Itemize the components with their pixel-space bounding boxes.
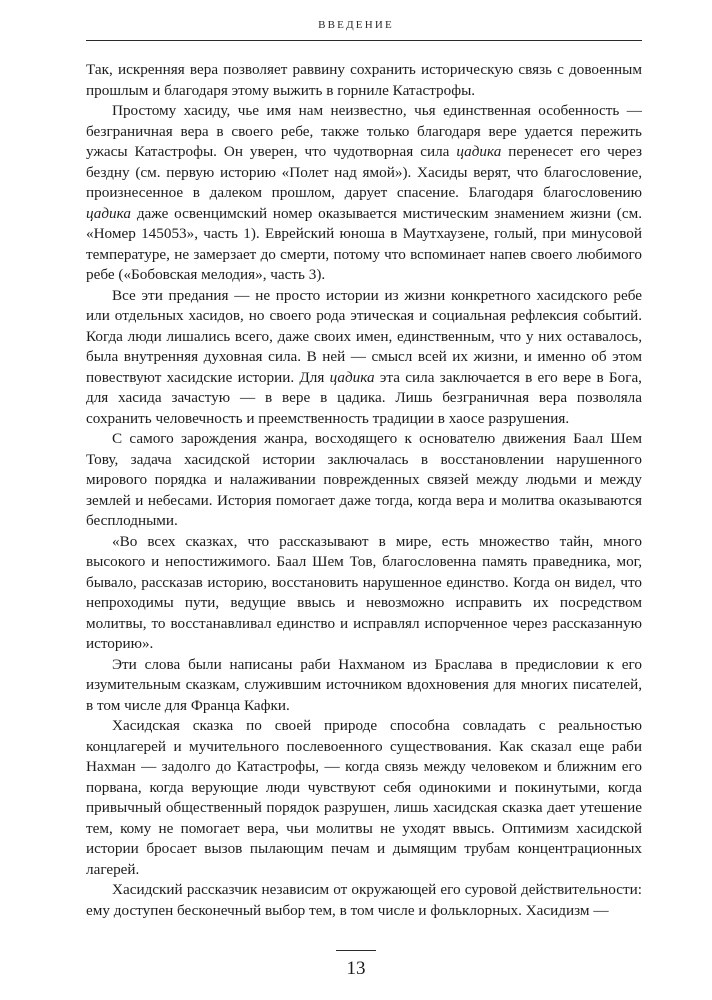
- paragraph-2-italic-term-2: цадика: [86, 204, 131, 222]
- paragraph-2-part-5: даже освенцимский номер оказывается мистическим знамением жизни (см. «Номер 145053», часть 1). Еврейский юноша в Маутхаузене, голый, при минусовой температуре, не замерзает до смерти, потому что вспоминает напев своего любимого ребе («Бобовская мелодия», часть 3).: [86, 204, 642, 283]
- paragraph-2-part-1: Простому хасиду, чье имя нам неизвестно, чья единственная особенность — безграничная вера в своего ребе, также только благодаря вере удается пережить ужасы Катастрофы. Он уверен, что чудотворная сила: [86, 102, 642, 160]
- paragraph-3: [86, 286, 642, 430]
- paragraph-1: Так, искренняя вера позволяет раввину сохранить историческую связь с довоенным прошлым и благодаря этому выжить в горниле Катастрофы.: [86, 61, 642, 99]
- footer-rule: [336, 950, 376, 951]
- paragraph-7: Хасидская сказка по своей природе способна совладать с реальностью концлагерей и мучительного послевоенного существования. Как сказал еще раби Нахман — задолго до Катастрофы, — когда связь между человеком и ближним его порвана, когда верующие люди чувствуют себя одинокими и покинутыми, когда привычный общественный порядок разрушен, лишь хасидская сказка дает утешение тем, кому не помогает вера, чьи молитвы не уходят ввысь. Оптимизм хасидской истории бросает вызов пылающим печам и дымящим трубам концентрационных лагерей.: [86, 717, 642, 878]
- paragraph-4: С самого зарождения жанра, восходящего к основателю движения Баал Шем Тову, задача хасидской истории заключалась в восстановлении нарушенного мирового порядка и налаживании поврежденных связей между людьми и между землей и небесами. История помогает даже тогда, когда вера и молитва оказываются бесплодными.: [86, 430, 642, 529]
- paragraph-3-part-1: Все эти предания — не просто истории из жизни конкретного хасидского ребе или отдельных хасидов, но своего рода этическая и социальная рефлексия событий. Когда люди лишались всего, даже своих имен, единственным, что у них оставалось, была внутренняя духовная сила. В ней — смысл всей их жизни, и именно об этом повествуют хасидские истории. Для: [86, 286, 642, 386]
- running-header: ВВЕДЕНИЕ: [318, 19, 394, 31]
- paragraph-5-quote: «Во всех сказках, что рассказывают в мире, есть множество тайн, много высокого и непостижимого. Баал Шем Тов, благословенна память праведника, мог, бывало, рассказав историю, восстановить нарушенное единство. Когда он видел, что непроходимы пути, ведущие ввысь и невозможно исправить их посредством молитвы, то восстанавливал единство и исправлял испорченное через рассказанную историю».: [86, 532, 642, 652]
- paragraph-2-italic-term-1: цадика: [456, 143, 502, 160]
- paragraph-3-italic-term: цадика: [329, 368, 375, 386]
- paragraph-6: Эти слова были написаны раби Нахманом из Браслава в предисловии к его изумительным сказкам, служившим источником вдохновения для многих писателей, в том числе для Франца Кафки.: [86, 655, 642, 714]
- paragraph-2: [86, 101, 642, 286]
- body-text: [86, 60, 642, 921]
- paragraph-8: Хасидский рассказчик независим от окружающей его суровой действительности: ему доступен бесконечный выбор тем, в том числе и фольклорных. Хасидизм —: [86, 881, 642, 919]
- paragraph-3-part-3: эта сила заключается в его вере в Бога, для хасида зачастую — в вере в цадика. Лишь безграничная вера позволяла сохранить человечность и преемственность традиции в хаосе разрушения.: [86, 368, 642, 427]
- header-rule: [86, 40, 642, 41]
- page-number: 13: [346, 958, 366, 979]
- paragraph-2-part-3: перенесет его через бездну (см. первую историю «Полет над ямой»). Хасиды верят, что благословение, произнесенное в далеком прошлом, дарует спасение. Благодаря благословению: [86, 143, 643, 201]
